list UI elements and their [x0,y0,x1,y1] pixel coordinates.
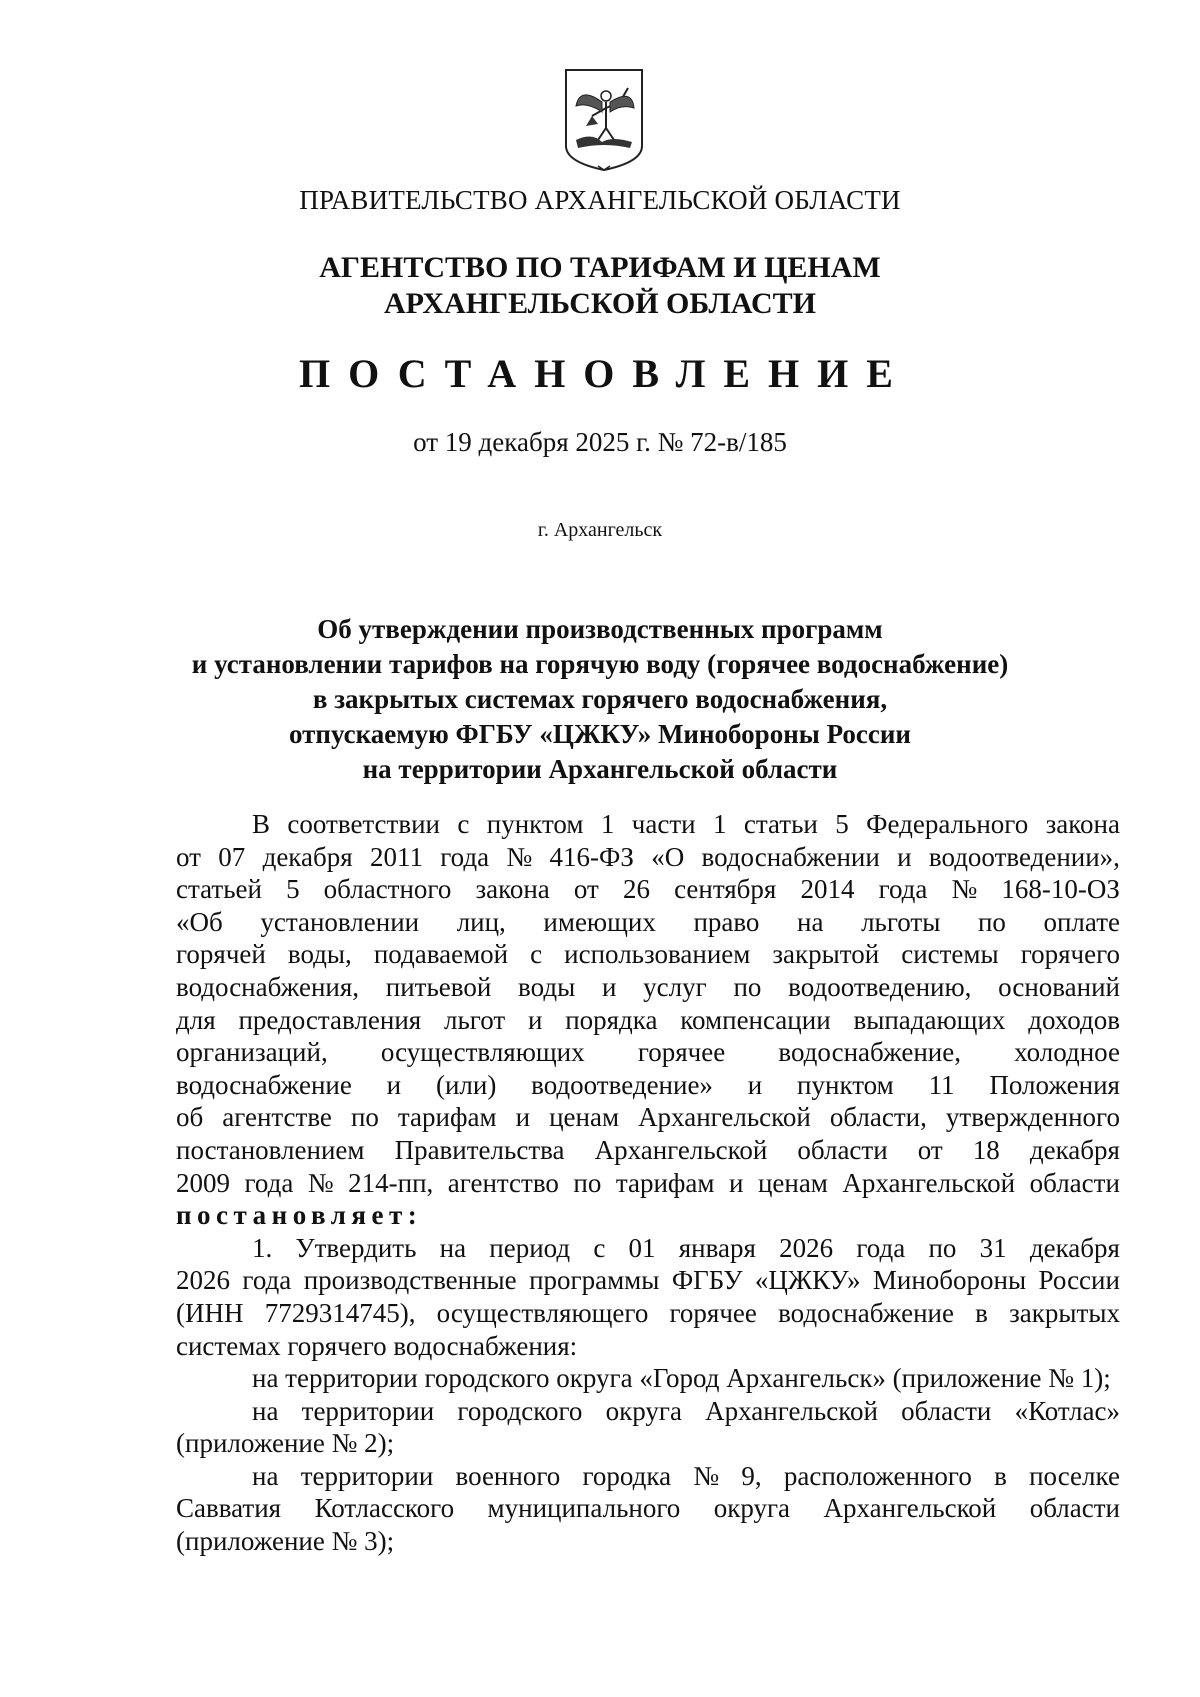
word: закрытой [772,939,880,970]
territory-item: (приложение № 3); [176,1526,395,1557]
word: по [350,1102,379,1133]
word: тарифам [615,1167,715,1198]
word: агентство [447,1167,559,1198]
word: военного [455,1460,561,1491]
word: ценам [549,1102,620,1133]
word: городка [582,1460,672,1491]
word: тарифам [397,1102,497,1133]
word: горячее [637,1037,726,1068]
word: ценам [757,1167,828,1198]
word: «ЦЖКУ» [754,1265,861,1296]
word: года [244,1167,294,1198]
title-line: в закрытых системах горячего водоснабжения, [312,684,888,714]
word: пунктом [797,1069,894,1100]
decree-word: постановляет: [176,1200,423,1231]
word: статьи [743,809,818,839]
title-line: Об утверждении производственных программ [317,614,883,644]
word: водоснабжения, [176,971,360,1002]
word: 214-пп, [348,1167,434,1198]
word: декабря [1029,1232,1120,1263]
word: имеющих [543,906,656,937]
word: с [593,1232,606,1263]
word: водоснабжение [778,1297,954,1328]
word: предоставления [238,1004,422,1035]
word: 07 [218,841,246,872]
word: и [601,971,617,1002]
word: организаций, [176,1037,328,1068]
word: для [176,1004,216,1035]
territory-item: (приложение № 2); [176,1428,395,1459]
title-line: отпускаемую ФГБУ «ЦЖКУ» Минобороны России [288,719,911,749]
word: выпадающих [853,1004,1006,1035]
decree-word-line [176,1199,1120,1232]
word: 416-ФЗ [549,841,634,872]
word: 2026 [779,1232,834,1263]
word: оплате [1043,906,1120,937]
word: горячей [176,939,266,970]
word: Котласского [314,1493,455,1524]
word: утвержденного [945,1102,1120,1133]
word: соответствии [287,809,440,839]
word: 1. [252,1232,273,1263]
word: водоотведению, [788,971,972,1002]
word: водоотведение» [531,1069,713,1100]
word: 11 [928,1069,955,1100]
word: 2011 [369,841,423,872]
word: по [733,971,762,1002]
word: 2009 [176,1167,230,1198]
territory-item [176,1460,1120,1493]
word: по [928,1232,957,1263]
word: области, [829,1102,927,1133]
document-city: г. Архангельск [537,519,663,541]
word: и [747,1069,763,1100]
word: Утвердить [295,1232,417,1263]
word: и [897,841,912,872]
word: от [176,841,201,872]
body-line [176,1134,1120,1167]
word: закона [1045,809,1120,839]
word: В [252,809,271,839]
word: 31 [979,1232,1007,1263]
word: Архангельской [705,1395,878,1426]
word: порядка [565,1004,658,1035]
word: 168-10-ОЗ [1001,874,1120,905]
word: Федерального [866,809,1029,839]
title-line: и установлении тарифов на горячую воду (горячее водоснабжение) [191,649,1009,679]
word: 9, [741,1460,762,1491]
word: доходов [1028,1004,1120,1035]
body-line [176,1004,1120,1037]
body-line [176,1069,1120,1102]
word: областного [323,874,452,905]
word: округа [713,1493,791,1524]
body-line [176,1297,1120,1330]
word: льготы [861,906,941,937]
word: области [1029,1167,1120,1198]
word: водоснабжение, [778,1037,961,1068]
word: оснований [998,971,1120,1002]
word: от [917,1134,943,1165]
body-line [176,1167,1120,1200]
body-line [176,1036,1120,1069]
word: программы [529,1265,660,1296]
word: области [1029,1493,1120,1524]
word: в [975,1297,988,1328]
word: на [797,906,824,937]
word: льгот [444,1004,506,1035]
word: по [573,1167,602,1198]
word: городского [457,1395,583,1426]
word: закона [475,874,550,905]
word: агентстве [222,1102,332,1133]
word: года [878,874,928,905]
word: статьей [176,874,262,905]
word: сентября [674,874,777,905]
word: Правительства [394,1134,565,1165]
word: Положения [989,1069,1120,1100]
word: производственные [303,1265,517,1296]
word: «Котлас» [1014,1395,1120,1426]
word: системы [901,939,999,970]
word: поселке [1029,1460,1120,1491]
word: Архангельской [823,1493,997,1524]
word: Савватия [176,1493,282,1524]
government-name: ПРАВИТЕЛЬСТВО АРХАНГЕЛЬСКОЙ ОБЛАСТИ [299,185,901,215]
word: и [515,1102,531,1133]
agency-name-line: АРХАНГЕЛЬСКОЙ ОБЛАСТИ [384,287,816,320]
body-line: системах горячего водоснабжения: [176,1330,578,1361]
body-line [176,841,1120,874]
document-title [0,612,1200,787]
word: осуществляющего [436,1297,649,1328]
word: территории [301,1395,435,1426]
word: года [440,841,490,872]
word: компенсации [680,1004,831,1035]
word: 1 [712,809,727,839]
word: области [797,1134,888,1165]
word: услуг [643,971,707,1002]
word: 5 [286,874,300,905]
word: водоснабжении [701,841,880,872]
word: «Об [176,906,223,937]
word: России [1038,1265,1120,1296]
word: с [530,939,543,970]
territory-item [176,1395,1120,1428]
word: на [252,1395,279,1426]
word: период [489,1232,571,1263]
body-line [176,1264,1120,1297]
word: (или) [435,1069,497,1100]
word: года [856,1232,906,1263]
word: и [386,1069,402,1100]
word: лиц, [456,906,506,937]
word: декабря [262,841,353,872]
word: расположенного [783,1460,972,1491]
word: и [728,1167,744,1198]
word: водоснабжение [176,1069,352,1100]
word: (ИНН [176,1297,244,1328]
word: на [439,1232,467,1263]
word: подаваемой [373,939,509,970]
word: закрытых [1009,1297,1120,1328]
body-line [176,808,1120,841]
agency-name-line: АГЕНТСТВО ПО ТАРИФАМ И ЦЕНАМ [319,251,881,284]
word: на [252,1460,279,1491]
word: питьевой [385,971,492,1002]
word: Архангельской [842,1167,1016,1198]
word: округа [605,1395,682,1426]
word: право [693,906,760,937]
word: 2014 [800,874,855,905]
word: использованием [564,939,751,970]
word: установлении [260,906,420,937]
word: горячего [1020,939,1120,970]
word: 7729314745), [264,1297,416,1328]
body-line [176,906,1120,939]
word: об [176,1102,204,1133]
body-line [176,873,1120,906]
word: года [242,1265,292,1296]
word: пунктом [486,809,584,839]
word: холодное [1014,1037,1120,1068]
word: 5 [835,809,849,839]
word: с [457,809,470,839]
word: в [994,1460,1007,1491]
coat-of-arms-emblem [562,66,646,174]
word: воды [518,971,576,1002]
word: муниципального [487,1493,681,1524]
word: области [901,1395,992,1426]
word: воды, [287,939,352,970]
word: 01 [628,1232,656,1263]
word: и [527,1004,543,1035]
word: декабря [1029,1134,1120,1165]
word: № [951,874,978,905]
word: Архангельской [594,1134,768,1165]
word: № [693,1460,720,1491]
word: горячее [669,1297,757,1328]
word: № [307,1167,334,1198]
body-line [176,1232,1120,1265]
word: части [631,809,696,839]
word: 2026 [176,1265,230,1296]
word: Минобороны [872,1265,1027,1296]
word: января [678,1232,756,1263]
title-line: на территории Архангельской области [362,754,838,784]
territory-item [176,1492,1120,1525]
word: ФГБУ [671,1265,743,1296]
word: территории [300,1460,434,1491]
word: постановлением [176,1134,365,1165]
document-body [176,808,1120,1558]
word: «О [651,841,685,872]
word: № [506,841,533,872]
word: водоотведении», [928,841,1120,872]
body-line [176,938,1120,971]
document-type: ПОСТАНОВЛЕНИЕ [299,351,911,396]
word: осуществляющих [380,1037,585,1068]
body-line [176,1101,1120,1134]
body-line [176,971,1120,1004]
territory-item: на территории городского округа «Город Архангельск» (приложение № 1); [252,1363,1111,1394]
document-date-number: от 19 декабря 2025 г. № 72-в/185 [413,427,787,457]
word: 26 [622,874,650,905]
word: Архангельской [638,1102,811,1133]
word: 18 [972,1134,1000,1165]
word: 1 [600,809,615,839]
word: по [977,906,1006,937]
agency-name [0,250,1200,322]
word: от [573,874,599,905]
